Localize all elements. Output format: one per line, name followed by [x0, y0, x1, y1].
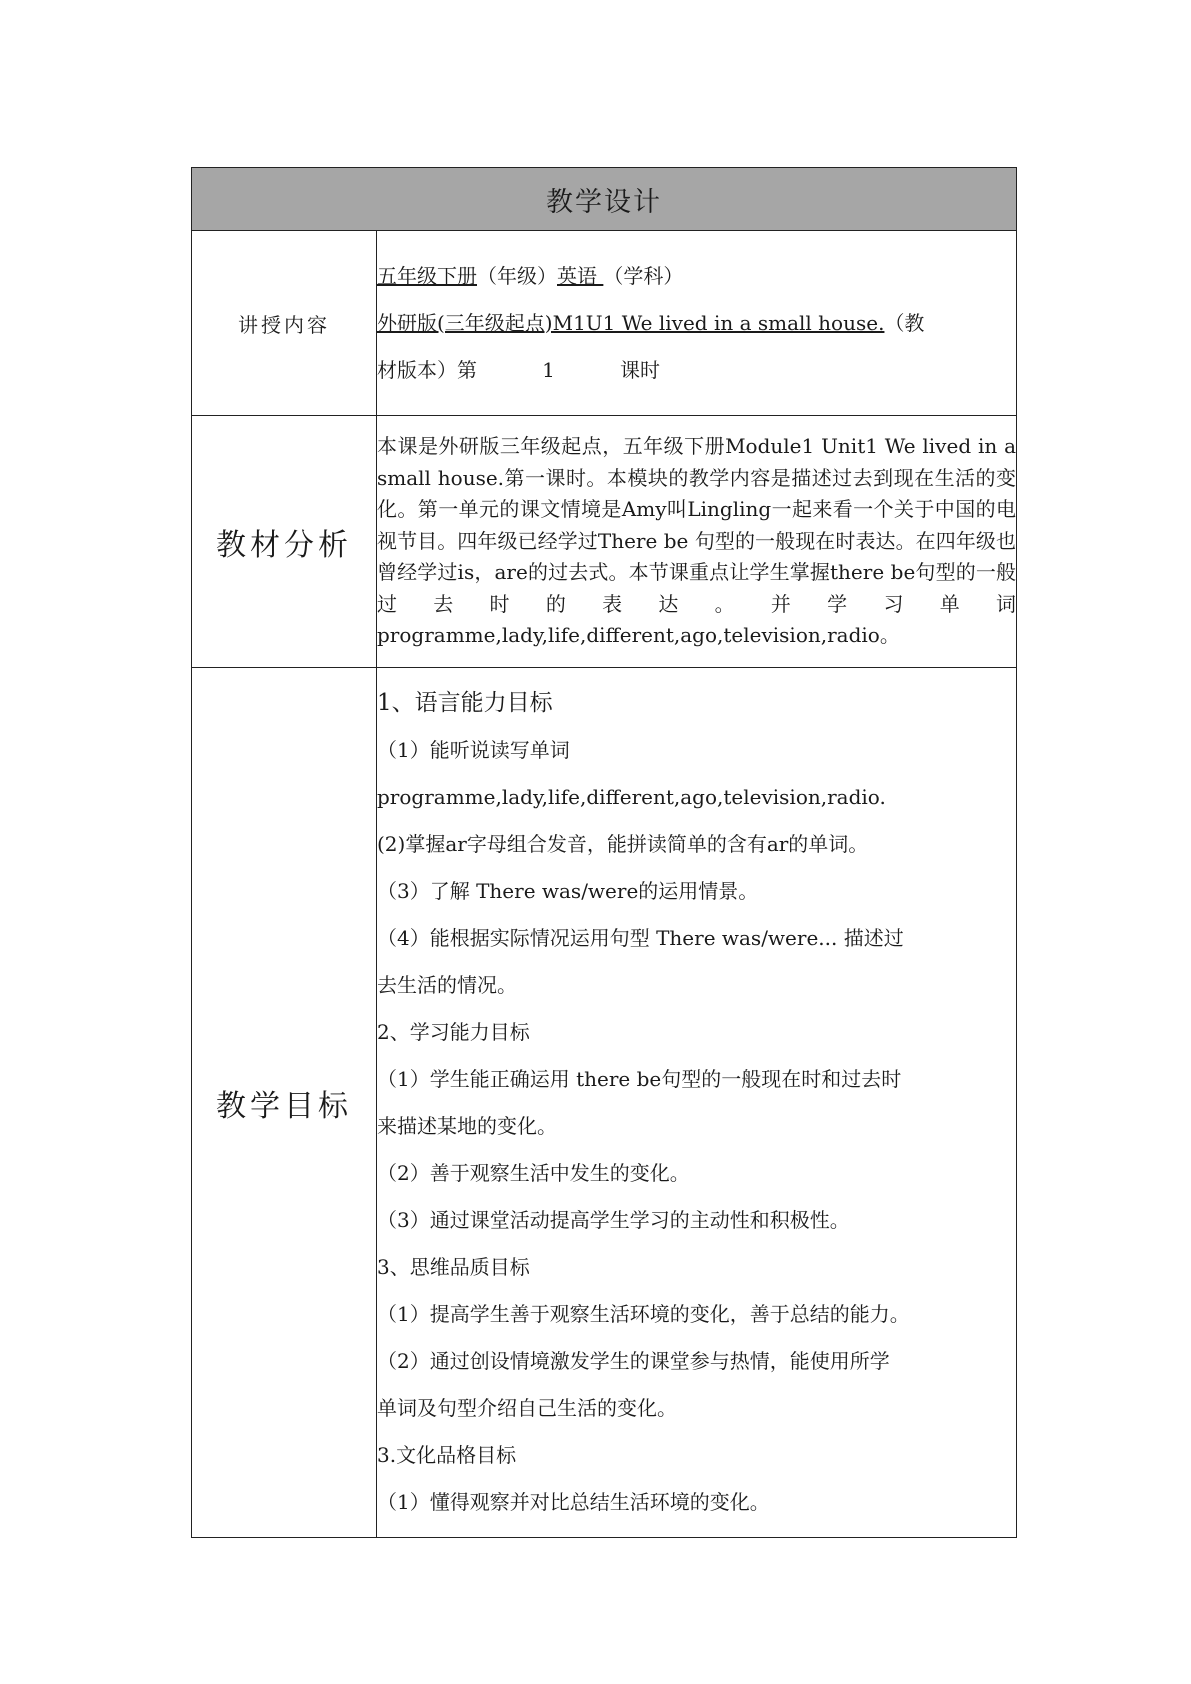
goal-line: （1）懂得观察并对比总结生活环境的变化。	[377, 1489, 770, 1514]
lesson-number	[477, 347, 620, 394]
goal-line: 单词及句型介绍自己生活的变化。	[377, 1395, 677, 1420]
content-label: 讲授内容	[192, 231, 377, 416]
goal-line: 3、思维品质目标	[377, 1254, 530, 1279]
goal-line: 1、语言能力目标	[377, 689, 553, 716]
goal-line: （4）能根据实际情况运用句型 There was/were... 描述过	[377, 925, 904, 950]
subject-note: （学科）	[603, 263, 684, 288]
goal-line: (2)掌握ar字母组合发音，能拼读简单的含有ar的单词。	[377, 831, 869, 856]
grade-subject-line	[377, 253, 1016, 300]
goal-line: 2、学习能力目标	[377, 1019, 530, 1044]
textbook-note-2: 材版本）第	[377, 357, 477, 382]
goal-line: （2）善于观察生活中发生的变化。	[377, 1160, 690, 1185]
lesson-suffix: 课时	[620, 357, 660, 382]
goal-line: （3）通过课堂活动提高学生学习的主动性和积极性。	[377, 1207, 850, 1232]
goals-label: 教学目标	[192, 668, 377, 1538]
goal-line: （2）通过创设情境激发学生的课堂参与热情，能使用所学	[377, 1348, 890, 1373]
goals-row	[192, 668, 1017, 1538]
goal-line: （1）学生能正确运用 there be句型的一般现在时和过去时	[377, 1066, 902, 1091]
goal-line: （1）能听说读写单词	[377, 737, 570, 762]
textbook-line	[377, 300, 1016, 347]
analysis-row	[192, 416, 1017, 668]
goal-line: 去生活的情况。	[377, 972, 517, 997]
goal-line: programme,lady,life,different,ago,television,radio.	[377, 784, 886, 809]
textbook-note-1: （教	[884, 310, 925, 335]
lesson-design-table	[191, 167, 1017, 1538]
grade-value: 五年级下册	[377, 263, 477, 288]
subject-value: 英语	[557, 263, 597, 288]
analysis-label: 教材分析	[192, 416, 377, 668]
content-cell	[377, 231, 1017, 416]
goal-line: 来描述某地的变化。	[377, 1113, 557, 1138]
table-title: 教学设计	[192, 168, 1017, 231]
textbook-value: 外研版(三年级起点)M1U1 We lived in a small house.	[377, 310, 885, 335]
goals-cell	[377, 668, 1017, 1538]
goal-line: 3.文化品格目标	[377, 1442, 517, 1467]
lesson-number-text: 1	[542, 357, 555, 382]
analysis-text: 本课是外研版三年级起点，五年级下册Module1 Unit1 We lived in a small house.第一课时。本模块的教学内容是描述过去到现在生活的变化。第一单元的课文情境是Amy叫Lingling一起来看一个关于中国的电视节目。四年级已经学过There be 句型的一般现在时表达。在四年级也曾经学过is，are的过去式。本节课重点让学生掌握there be句型的一般过去时的表达。并学习单词programme,lady,life,different,ago,television,radio。	[377, 416, 1017, 668]
grade-note: （年级）	[477, 263, 557, 288]
content-row	[192, 231, 1017, 416]
lesson-line	[377, 347, 1016, 394]
goal-line: （1）提高学生善于观察生活环境的变化，善于总结的能力。	[377, 1301, 910, 1326]
goal-line: （3）了解 There was/were的运用情景。	[377, 878, 759, 903]
